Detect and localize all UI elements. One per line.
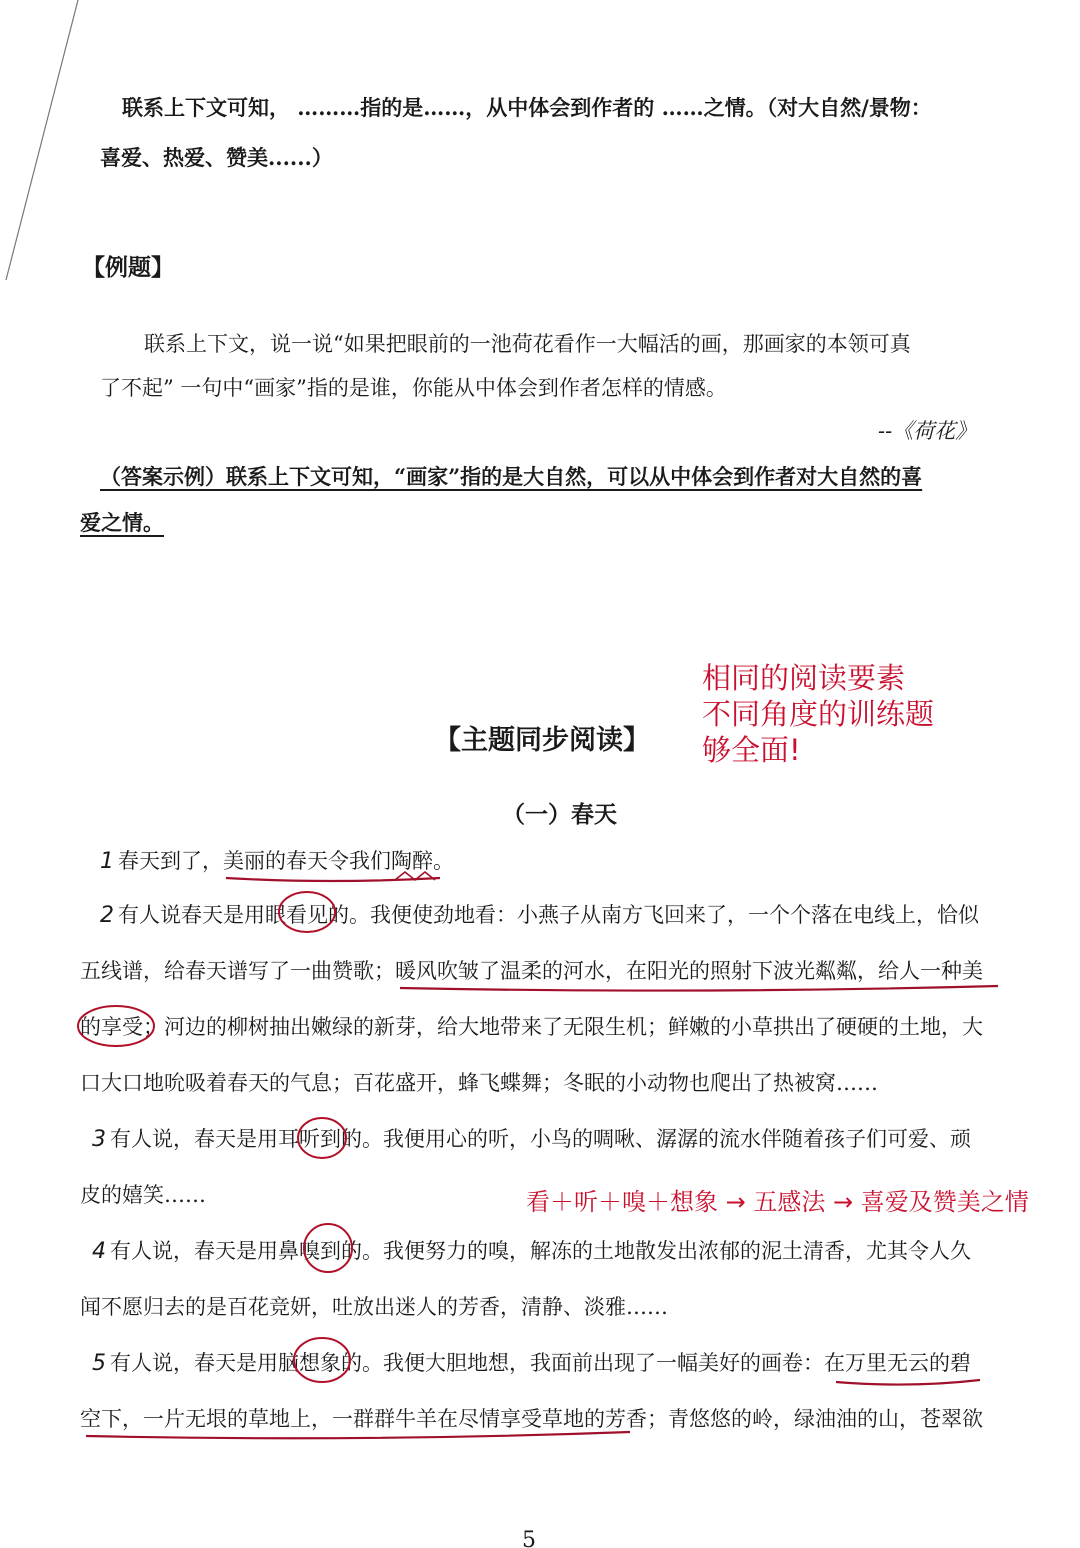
paragraph-1 <box>100 848 454 875</box>
handwritten-note-line: 不同角度的训练题 <box>702 697 935 731</box>
paragraph-number: 1 <box>100 849 114 874</box>
paragraph-3-line-2: 皮的嬉笑…… <box>80 1183 206 1207</box>
paragraph-3-line-1 <box>92 1126 971 1153</box>
underline-mark <box>836 1380 980 1385</box>
example-source: --《荷花》 <box>878 419 977 443</box>
paragraph-2-line-4: 口大口地吮吸着春天的气息；百花盛开，蜂飞蝶舞；冬眠的小动物也爬出了热被窝…… <box>80 1071 878 1095</box>
example-answer-line-2: 爱之情。 <box>80 510 164 535</box>
handwritten-note-2: 看＋听＋嗅＋想象 → 五感法 → 喜爱及赞美之情 <box>526 1188 1029 1216</box>
example-heading: 【例题】 <box>82 254 174 281</box>
example-question-line-1: 联系上下文，说一说“如果把眼前的一池荷花看作一大幅活的画，那画家的本领可真 <box>144 332 911 356</box>
reading-subtitle: （一）春天 <box>502 801 617 828</box>
handwritten-note-line: 相同的阅读要素 <box>702 661 906 695</box>
reading-title: 【主题同步阅读】 <box>434 725 650 756</box>
paragraph-number: 2 <box>100 903 114 928</box>
paragraph-4-line-1 <box>92 1238 971 1265</box>
paragraph-2-line-3: 的享受；河边的柳树抽出嫩绿的新芽，给大地带来了无限生机；鲜嫩的小草拱出了硬硬的土地，大 <box>80 1015 983 1039</box>
paragraph-4-line-2: 闻不愿归去的是百花竞妍，吐放出迷人的芳香，清静、淡雅…… <box>80 1295 668 1319</box>
paragraph-line: 有人说，春天是用脑想象的。我便大胆地想，我面前出现了一幅美好的画卷：在万里无云的碧 <box>110 1351 971 1375</box>
intro-line-1: 联系上下文可知， ………指的是……，从中体会到作者的 ……之情。（对大自然/景物： <box>122 95 932 120</box>
paragraph-5-line-1 <box>92 1350 971 1377</box>
paragraph-number: 3 <box>92 1127 106 1152</box>
paragraph-number: 5 <box>92 1351 106 1376</box>
example-answer-line-1: （答案示例）联系上下文可知，“画家”指的是大自然，可以从中体会到作者对大自然的喜 <box>100 464 923 489</box>
paragraph-line: 有人说，春天是用耳听到的。我便用心的听，小鸟的啁啾、潺潺的流水伴随着孩子们可爱、顽 <box>110 1127 971 1151</box>
paragraph-2-line-1 <box>100 902 979 929</box>
handwritten-note-1 <box>702 660 934 768</box>
paragraph-2-line-2: 五线谱，给春天谱写了一曲赞歌；暖风吹皱了温柔的河水，在阳光的照射下波光粼粼，给人一种美 <box>80 959 983 983</box>
paragraph-line: 有人说春天是用眼看见的。我便使劲地看：小燕子从南方飞回来了，一个个落在电线上，恰似 <box>118 903 979 927</box>
example-question-line-2: 了不起” 一句中“画家”指的是谁，你能从中体会到作者怎样的情感。 <box>100 376 727 400</box>
underline-mark <box>86 1432 630 1438</box>
paragraph-line: 有人说，春天是用鼻嗅到的。我便努力的嗅，解冻的土地散发出浓郁的泥土清香，尤其令人久 <box>110 1239 971 1263</box>
page-number: 5 <box>522 1528 536 1548</box>
handwritten-note-line: 够全面! <box>702 733 801 767</box>
paragraph-number: 4 <box>92 1239 106 1264</box>
intro-line-2: 喜爱、热爱、赞美......） <box>100 145 333 170</box>
paragraph-line: 春天到了，美丽的春天令我们陶醉。 <box>118 849 454 873</box>
underline-mark <box>226 878 440 881</box>
paragraph-5-line-2: 空下，一片无垠的草地上，一群群牛羊在尽情享受草地的芳香；青悠悠的岭，绿油油的山，苍翠欲 <box>80 1407 983 1431</box>
underline-mark <box>400 986 998 991</box>
